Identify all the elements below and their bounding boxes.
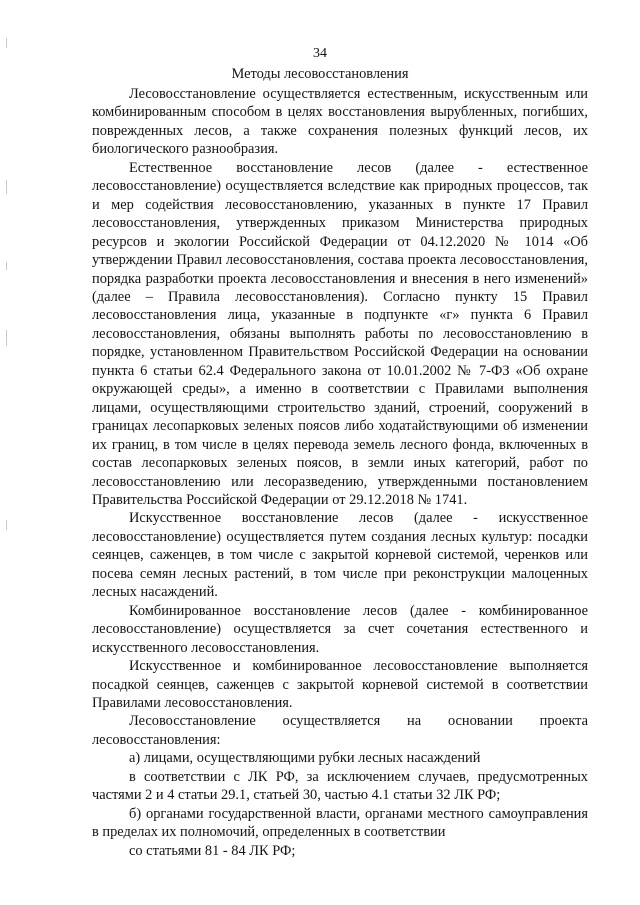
- paragraph-artificial-restoration: Искусственное восстановление лесов (далее - искусственное лесовосстановление) осуществляется путем создания лесных культур: посадки сеянцев, саженцев, в том числе с закрытой корневой системой, черенков или посева семян лесных растений, в том числе при реконструкции малоценных лесных насаждений.: [92, 510, 588, 601]
- page-title: Методы лесовосстановления: [231, 66, 409, 82]
- scan-margin-artifacts: [6, 0, 10, 905]
- paragraph-intro: Лесовосстановление осуществляется естественным, искусственным или комбинированным способом в целях восстановления вырубленных, погибших, поврежденных лесов, а также сохранения полезных функций лесов, их биологического разнообразия.: [92, 86, 588, 158]
- list-item-b-continuation: со статьями 81 - 84 ЛК РФ;: [129, 842, 296, 859]
- paragraph-combined-restoration: Комбинированное восстановление лесов (далее - комбинированное лесовосстановление) осуществляется за счет сочетания естественного и искусственного лесовосстановления.: [92, 602, 588, 656]
- page-number: 34: [313, 46, 327, 61]
- list-item-a: а) лицами, осуществляющими рубки лесных насаждений: [129, 750, 481, 767]
- paragraph-planting: Искусственное и комбинированное лесовосстановление выполняется посадкой сеянцев, саженцев с закрытой корневой системой в соответствии Правилами лесовосстановления.: [92, 658, 588, 711]
- list-item-a-continuation: в соответствии с ЛК РФ, за исключением случаев, предусмотренных частями 2 и 4 статьи 29.1, статьей 30, частью 4.1 статьи 32 ЛК РФ;: [92, 768, 588, 804]
- list-item-b: б) органами государственной власти, органами местного самоуправления в пределах их полномочий, определенных в соответствии: [92, 805, 588, 841]
- document-body: [92, 85, 588, 860]
- paragraph-project-basis: Лесовосстановление осуществляется на основании проекта лесовосстановления:: [92, 713, 588, 748]
- paragraph-natural-restoration: Естественное восстановление лесов (далее - естественное лесовосстановление) осуществляется вследствие как природных процессов, так и мер содействия лесовосстановлению, указанных в пункте 17 Правил лесовосстановления, утвержденных приказом Министерства природных ресурсов и экологии Российской Федерации от 04.12.2020 № 1014 «Об утверждении Правил лесовосстановления, состава проекта лесовосстановления, порядка разработки проекта лесовосстановления и внесения в него изменений» (далее – Правила лесовосстановления). Согласно пункту 15 Правил лесовосстановления лица, указанные в подпункте «г» пункта 6 Правил лесовосстановления, обязаны выполнять работы по лесовосстановлению в порядке, установленном Правительством Российской Федерации на основании пункта 6 статьи 62.4 Федерального закона от 10.01.2002 № 7-ФЗ «Об охране окружающей среды», а именно в соответствии с Правилами выполнения лицами, осуществляющими строительство зданий, строений, сооружений в границах лесопарковых зеленых поясов либо ходатайствующими об изменении их границ, в том числе в целях перевода земель лесного фонда, включенных в состав лесопарковых зеленых поясов, в земли иных категорий, работ по лесовосстановлению или лесоразведению, утвержденными постановлением Правительства Российской Федерации от 29.12.2018 № 1741.: [92, 159, 588, 508]
